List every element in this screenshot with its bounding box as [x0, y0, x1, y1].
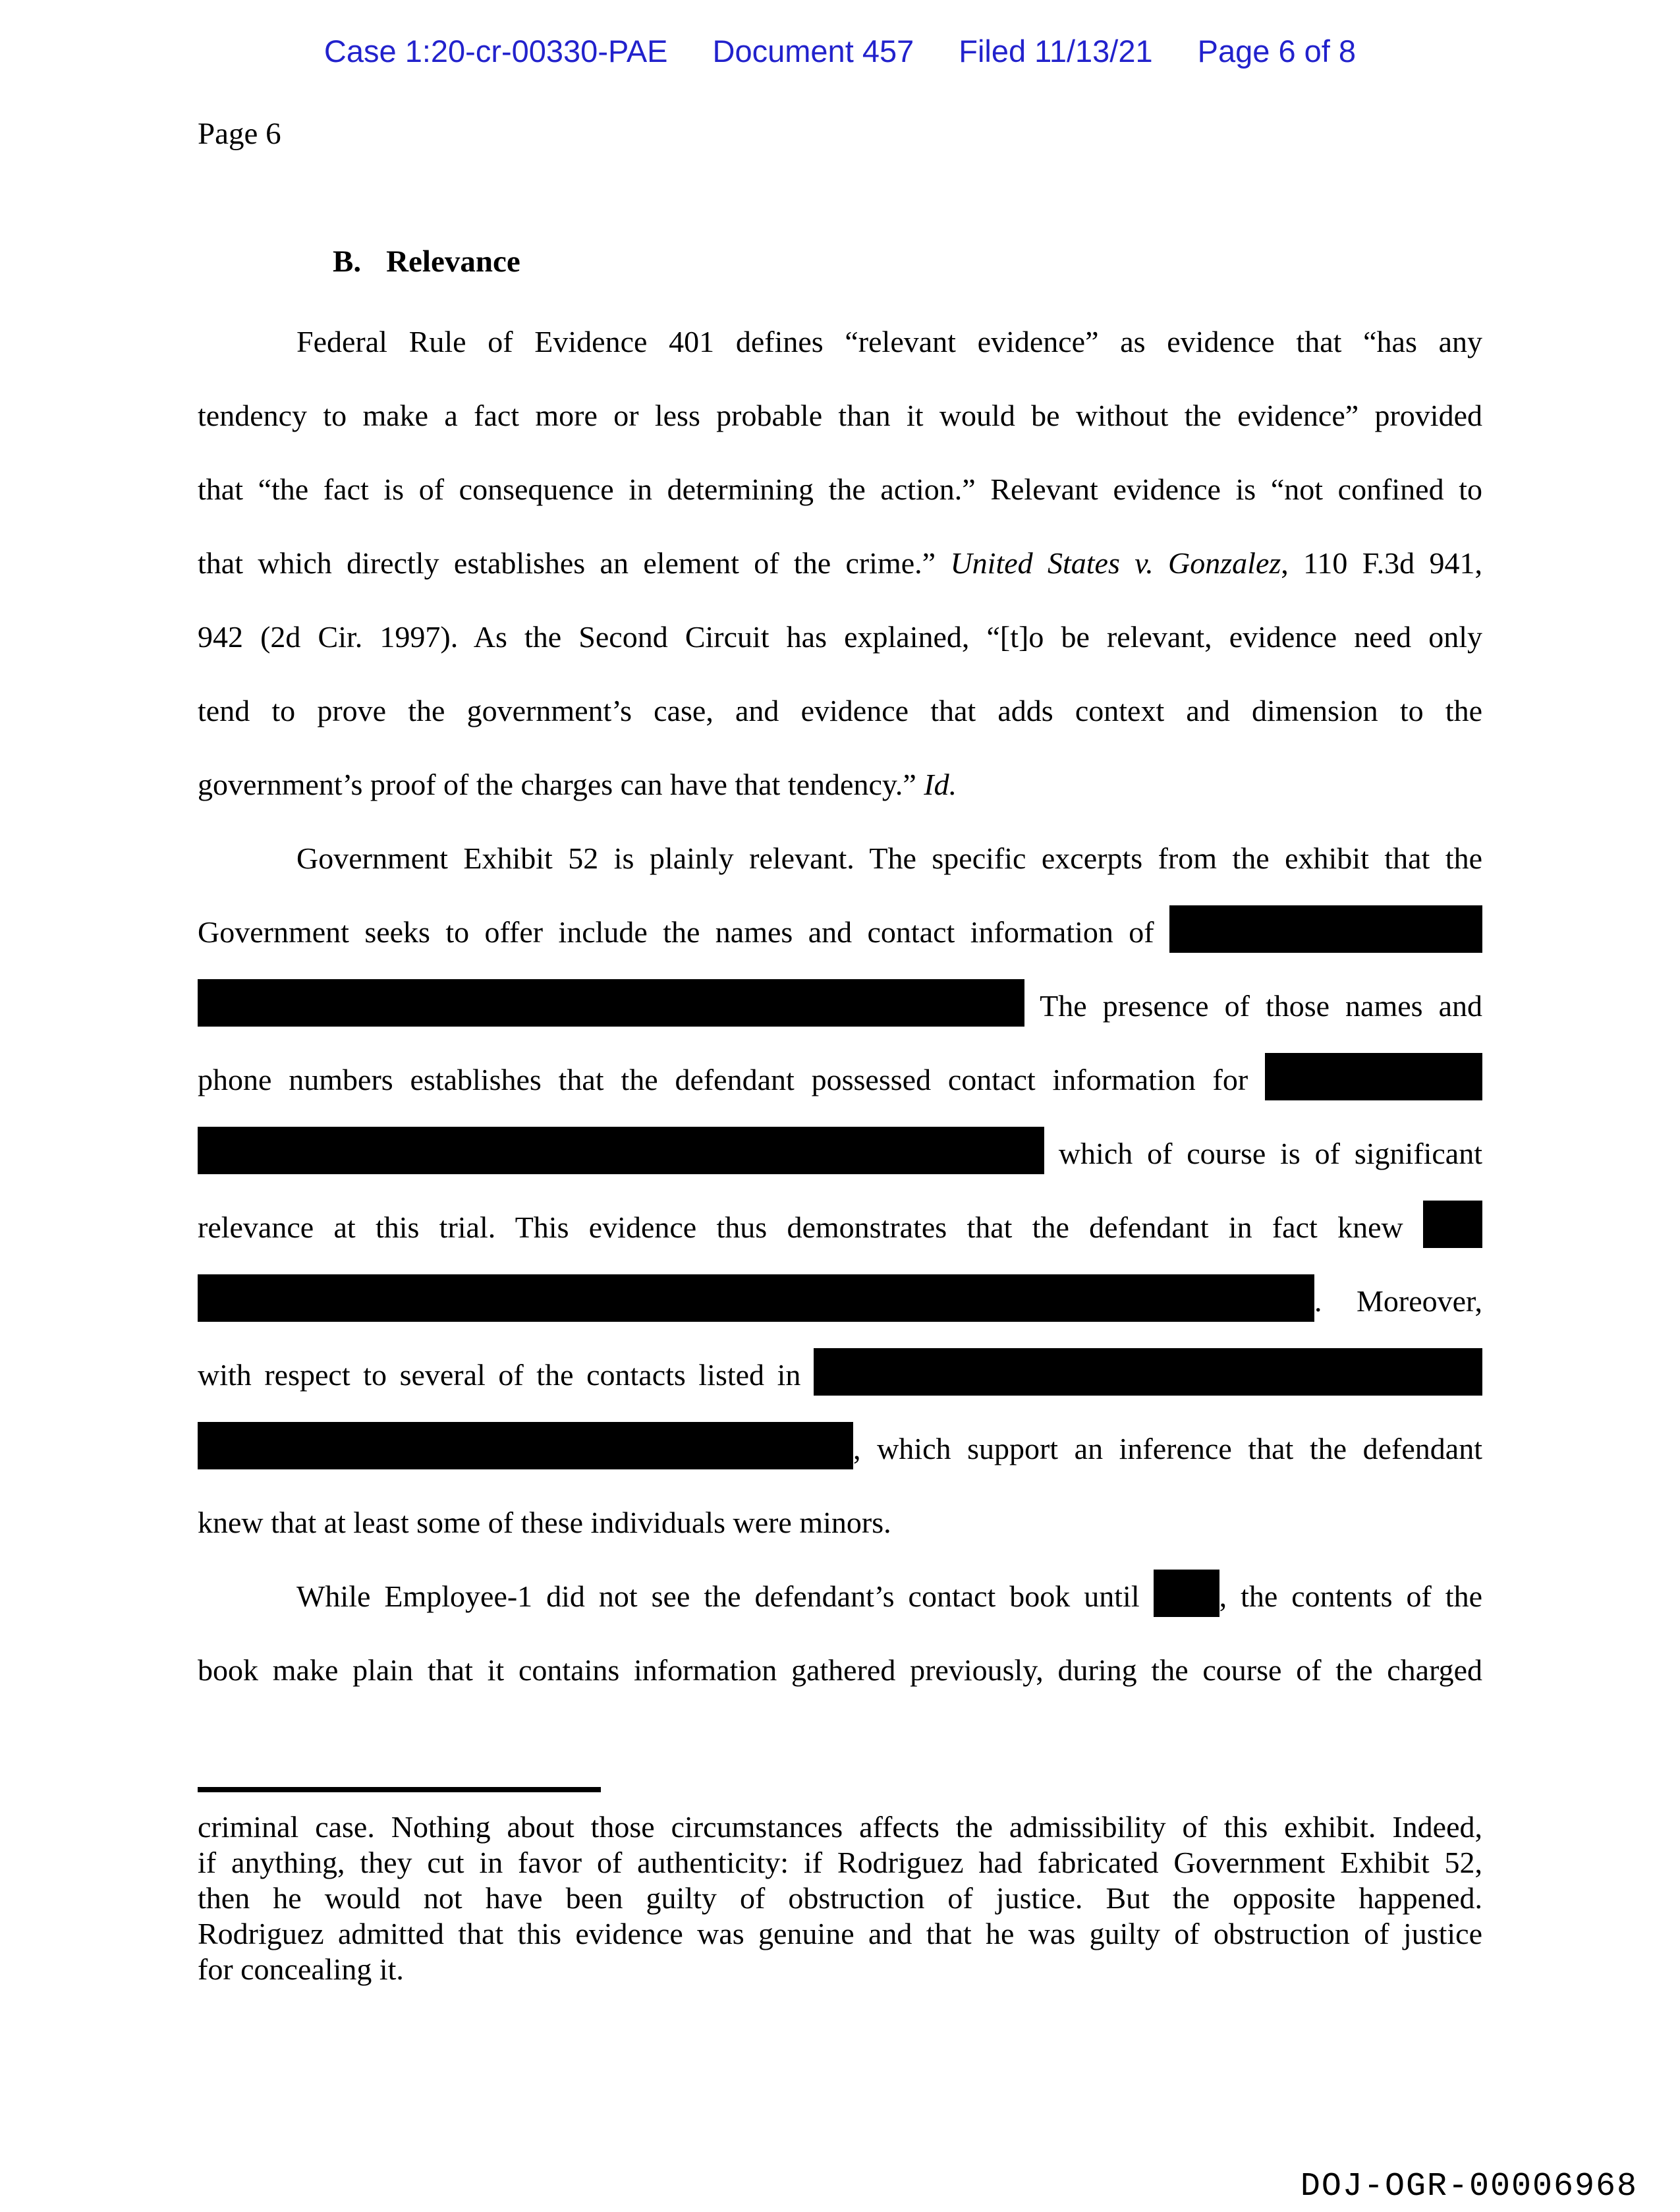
text-line — [198, 1633, 1482, 1707]
redaction-bar — [198, 1422, 853, 1469]
stamp-case-number: Case 1:20-cr-00330-PAE — [323, 34, 668, 69]
text-segment: , 110 F.3d 941, — [1281, 546, 1482, 580]
text-line — [198, 453, 1482, 526]
text-line — [198, 748, 1482, 822]
text-segment: , the contents of the — [1219, 1579, 1482, 1613]
redaction-bar — [198, 1274, 1314, 1322]
redaction-bar — [1169, 905, 1482, 953]
redaction-bar — [814, 1348, 1482, 1396]
text-segment: While Employee-1 did not see the defendant’s contact book until — [296, 1579, 1154, 1613]
text-segment: that which directly establishes an element of the crime.” — [198, 546, 951, 580]
text-segment: which of course is of significant — [1044, 1137, 1482, 1170]
stamp-filed-date: Filed 11/13/21 — [959, 34, 1153, 69]
page-label: Page 6 — [198, 117, 281, 151]
bates-number: DOJ-OGR-00006968 — [1300, 2168, 1638, 2205]
text-segment: if anything, they cut in favor of authenticity: if Rodriguez had fabricated Government Exhibit 52, — [198, 1846, 1482, 1879]
text-line — [198, 379, 1482, 453]
text-segment: relevance at this trial. This evidence thus demonstrates that the defendant in fact knew — [198, 1210, 1423, 1244]
stamp-document-number: Document 457 — [712, 34, 914, 69]
text-segment: tendency to make a fact more or less probable than it would be without the evidence” provided — [198, 399, 1482, 432]
text-line — [198, 895, 1482, 969]
text-line — [198, 1916, 1482, 1952]
text-line — [198, 1264, 1482, 1338]
text-segment: criminal case. Nothing about those circumstances affects the admissibility of this exhibit. Indeed, — [198, 1810, 1482, 1844]
text-segment: Federal Rule of Evidence 401 defines “relevant evidence” as evidence that “has any — [296, 325, 1482, 358]
redaction-bar — [198, 979, 1024, 1027]
redaction-bar — [1265, 1053, 1482, 1100]
text-line — [198, 1881, 1482, 1916]
text-line — [198, 822, 1482, 895]
text-segment: tend to prove the government’s case, and evidence that adds context and dimension to the — [198, 694, 1482, 727]
text-segment: . Moreover, — [1314, 1284, 1482, 1318]
stamp-page-number: Page 6 of 8 — [1197, 34, 1357, 69]
text-line — [198, 1809, 1482, 1845]
text-segment: , which support an inference that the defendant — [853, 1432, 1482, 1465]
text-line — [198, 1952, 1482, 1987]
redaction-bar — [198, 1127, 1044, 1174]
text-segment: government’s proof of the charges can have that tendency.” — [198, 768, 924, 801]
text-line — [198, 1338, 1482, 1412]
text-segment: that “the fact is of consequence in determining the action.” Relevant evidence is “not confined to — [198, 472, 1482, 506]
text-segment: for concealing it. — [198, 1952, 404, 1986]
text-segment: Id. — [924, 768, 957, 801]
text-line — [198, 1191, 1482, 1264]
text-segment: knew that at least some of these individuals were minors. — [198, 1506, 891, 1539]
footnote-text — [198, 1809, 1482, 1987]
text-line — [198, 1560, 1482, 1633]
court-stamp — [0, 33, 1680, 69]
footnote-separator-rule — [198, 1787, 601, 1792]
redaction-bar — [1154, 1570, 1219, 1617]
text-line — [198, 1486, 1482, 1560]
text-line — [198, 969, 1482, 1043]
text-line — [198, 1117, 1482, 1191]
text-line — [198, 1043, 1482, 1117]
text-line — [198, 600, 1482, 674]
section-heading-number: B. — [333, 244, 362, 279]
text-segment: 942 (2d Cir. 1997). As the Second Circuit has explained, “[t]o be relevant, evidence need only — [198, 620, 1482, 654]
text-line — [198, 305, 1482, 379]
text-line — [198, 1845, 1482, 1881]
text-segment: Government seeks to offer include the names and contact information of — [198, 915, 1169, 949]
text-segment: phone numbers establishes that the defendant possessed contact information for — [198, 1063, 1265, 1096]
text-line — [198, 1412, 1482, 1486]
text-segment: Rodriguez admitted that this evidence was genuine and that he was guilty of obstruction of justice — [198, 1917, 1482, 1950]
text-segment: United States v. Gonzalez — [950, 546, 1281, 580]
text-segment: Government Exhibit 52 is plainly relevant. The specific excerpts from the exhibit that the — [296, 841, 1482, 875]
redaction-bar — [1423, 1201, 1482, 1248]
body-text — [198, 305, 1482, 1707]
section-heading-title: Relevance — [386, 244, 520, 279]
text-segment: with respect to several of the contacts listed in — [198, 1358, 814, 1392]
text-segment: book make plain that it contains information gathered previously, during the course of the charged — [198, 1653, 1482, 1687]
text-segment: The presence of those names and — [1024, 989, 1482, 1023]
text-line — [198, 674, 1482, 748]
footnote — [198, 1787, 1482, 1987]
text-line — [198, 526, 1482, 600]
section-heading — [333, 244, 520, 279]
text-segment: then he would not have been guilty of obstruction of justice. But the opposite happened. — [198, 1881, 1482, 1915]
